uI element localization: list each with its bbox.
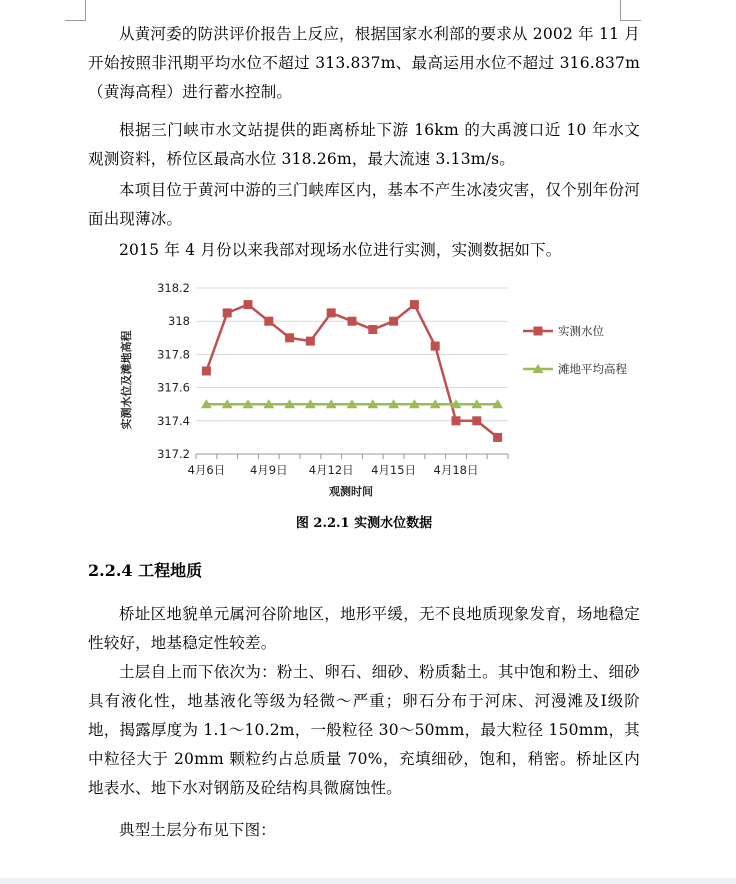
figure-caption: 图 2.2.1 实测水位数据 [295,516,433,531]
data-point-square [472,416,481,425]
paragraph-soil-figure-intro: 典型土层分布见下图： [119,821,277,839]
x-tick-label: 4月6日 [187,463,226,477]
paragraph-hydrology: 根据三门峡市水文站提供的距离桥址下游 16km 的大禹渡口近 10 年水文观测资料，桥位区最高水位 318.26m，最大流速 3.13m/s。 [88,121,640,168]
legend-label: 实测水位 [558,324,604,338]
legend-label: 滩地平均高程 [558,362,627,376]
page-corner-mark-right [620,0,641,21]
legend-marker-square [534,327,543,336]
page-corner-mark-left [65,0,86,21]
y-tick-label: 317.4 [157,413,190,428]
chart-gridlines [196,288,508,459]
chart-y-tick-labels [157,281,190,461]
y-tick-label: 317.2 [157,447,190,461]
data-point-square [452,416,461,425]
section-heading: 2.2.4 工程地质 [88,561,203,580]
paragraph-measurement-intro: 2015 年 4 月份以来我部对现场水位进行实测，实测数据如下。 [119,241,562,259]
y-tick-label: 317.6 [157,380,190,395]
data-point-square [493,433,502,442]
data-point-square [285,333,294,342]
data-point-square [202,367,211,376]
y-tick-label: 318.2 [157,281,190,295]
data-point-square [223,308,232,317]
y-tick-label: 318 [168,314,190,329]
bottom-scrollbar-strip [0,878,736,884]
y-tick-label: 317.8 [157,347,190,362]
x-tick-label: 4月18日 [433,463,479,477]
data-point-square [264,317,273,326]
data-point-square [306,337,315,346]
data-point-square [327,308,336,317]
data-point-square [389,317,398,326]
x-tick-label: 4月12日 [308,463,354,477]
data-point-square [244,300,253,309]
data-point-square [431,342,440,351]
data-point-square [348,317,357,326]
data-point-square [368,325,377,334]
paragraph-flood-control: 从黄河委的防洪评价报告上反应，根据国家水利部的要求从 2002 年 11 月开始按照非汛期平均水位不超过 313.837m、最高运用水位不超过 316.837m（黄海高程）进行蓄水控制。 [88,25,640,101]
chart-legend [523,324,627,376]
paragraph-landform: 桥址区地貌单元属河谷阶地区，地形平缓，无不良地质现象发育，场地稳定性较好，地基稳定性较差。 [88,605,640,652]
chart-y-axis-title: 实测水位及滩地高程 [120,330,133,430]
water-level-chart [118,278,648,506]
x-tick-label: 4月9日 [249,463,288,477]
data-point-square [410,300,419,309]
paragraph-ice: 本项目位于黄河中游的三门峡库区内，基本不产生冰凌灾害，仅个别年份河面出现薄冰。 [88,181,640,228]
x-tick-label: 4月15日 [371,463,417,477]
chart-x-tick-labels [188,463,479,477]
paragraph-soil-layers: 土层自上而下依次为：粉土、卵石、细砂、粉质黏土。其中饱和粉土、细砂具有液化性，地基液化等级为轻微～严重；卵石分布于河床、河漫滩及Ⅰ级阶地，揭露厚度为 1.1～10.2m，一般粒径 30～50mm，最大粒径 150mm，其中粒径大于 20mm 颗粒约占总质量 70%，充填细砂，饱和，稍密。桥址区内地表水、地下水对钢筋及砼结构具微腐蚀性。 [88,663,640,797]
chart-x-axis-title: 观测时间 [329,485,373,498]
